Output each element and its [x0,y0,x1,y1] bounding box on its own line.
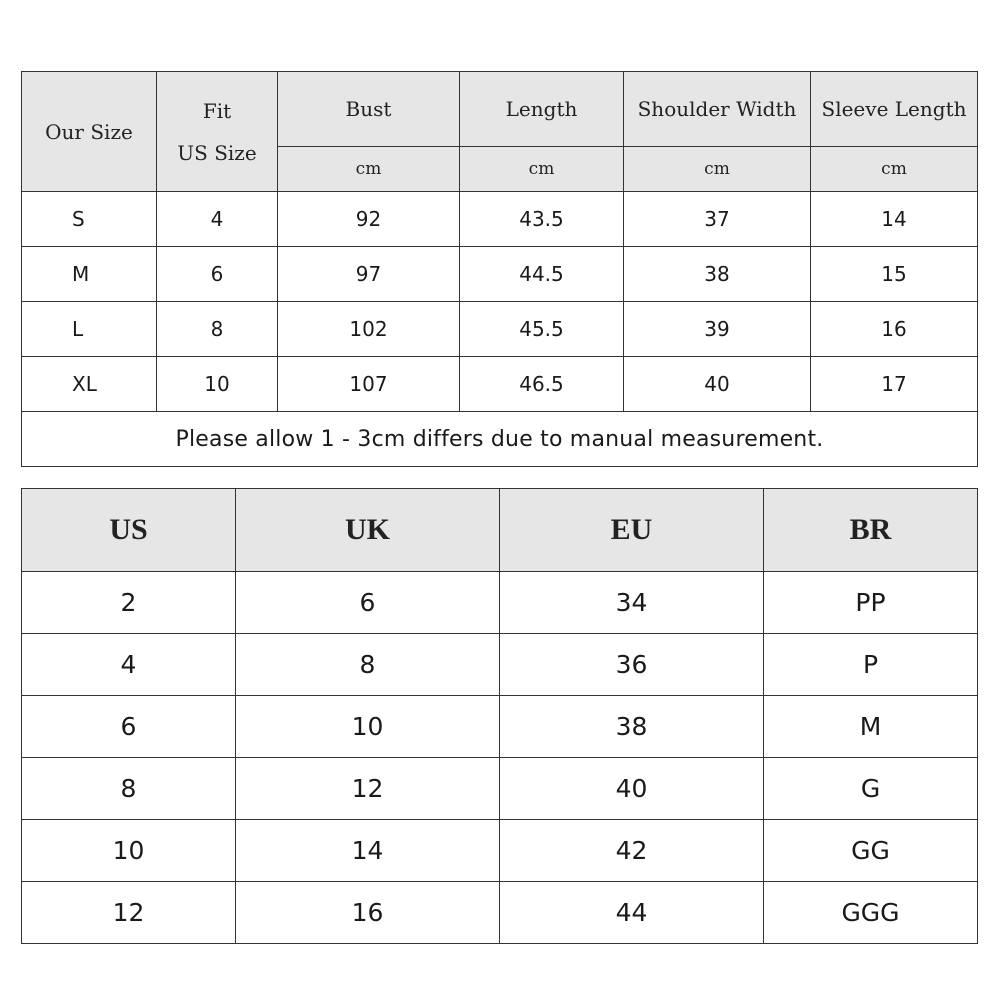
header-fit-us-size [157,72,278,192]
cell-sleeve: 17 [811,357,978,412]
cell-shoulder: 38 [624,247,811,302]
table-row [22,247,978,302]
cell-br: G [764,758,978,820]
header-us-size-label: US Size [177,140,257,165]
cell-sleeve: 14 [811,192,978,247]
unit-bust: cm [278,147,460,192]
cell-us: 8 [22,758,236,820]
cell-shoulder: 37 [624,192,811,247]
measurement-note: Please allow 1 - 3cm differs due to manual measurement. [22,412,978,467]
size-measurement-table [21,71,978,467]
cell-fit: 6 [157,247,278,302]
table-row [22,882,978,944]
cell-bust: 107 [278,357,460,412]
header-fit-label: Fit [202,98,232,123]
cell-bust: 92 [278,192,460,247]
cell-size: M [22,247,157,302]
cell-length: 44.5 [460,247,624,302]
cell-fit: 4 [157,192,278,247]
cell-us: 6 [22,696,236,758]
cell-uk: 10 [236,696,500,758]
cell-sleeve: 16 [811,302,978,357]
header-shoulder-width: Shoulder Width [624,72,811,147]
table-row [22,302,978,357]
header-eu: EU [500,489,764,572]
cell-br: PP [764,572,978,634]
cell-eu: 40 [500,758,764,820]
cell-size: L [22,302,157,357]
header-our-size: Our Size [22,72,157,192]
table-row [22,357,978,412]
cell-uk: 12 [236,758,500,820]
cell-us: 10 [22,820,236,882]
header-us: US [22,489,236,572]
cell-sleeve: 15 [811,247,978,302]
cell-eu: 36 [500,634,764,696]
cell-bust: 97 [278,247,460,302]
cell-us: 2 [22,572,236,634]
cell-uk: 6 [236,572,500,634]
cell-length: 43.5 [460,192,624,247]
cell-shoulder: 39 [624,302,811,357]
cell-br: P [764,634,978,696]
table-row [22,820,978,882]
cell-br: GG [764,820,978,882]
cell-us: 12 [22,882,236,944]
cell-shoulder: 40 [624,357,811,412]
cell-bust: 102 [278,302,460,357]
table-row [22,696,978,758]
cell-eu: 42 [500,820,764,882]
cell-size: S [22,192,157,247]
cell-uk: 16 [236,882,500,944]
table-row [22,758,978,820]
table-row [22,192,978,247]
cell-size: XL [22,357,157,412]
unit-sleeve-length: cm [811,147,978,192]
cell-us: 4 [22,634,236,696]
cell-eu: 34 [500,572,764,634]
header-bust: Bust [278,72,460,147]
cell-length: 46.5 [460,357,624,412]
header-length: Length [460,72,624,147]
cell-length: 45.5 [460,302,624,357]
table-row [22,634,978,696]
cell-uk: 14 [236,820,500,882]
cell-eu: 38 [500,696,764,758]
size-conversion-table [21,488,978,944]
cell-eu: 44 [500,882,764,944]
header-sleeve-length: Sleeve Length [811,72,978,147]
cell-br: GGG [764,882,978,944]
table-row [22,572,978,634]
header-uk: UK [236,489,500,572]
cell-fit: 10 [157,357,278,412]
unit-length: cm [460,147,624,192]
unit-shoulder-width: cm [624,147,811,192]
cell-fit: 8 [157,302,278,357]
header-br: BR [764,489,978,572]
cell-br: M [764,696,978,758]
cell-uk: 8 [236,634,500,696]
